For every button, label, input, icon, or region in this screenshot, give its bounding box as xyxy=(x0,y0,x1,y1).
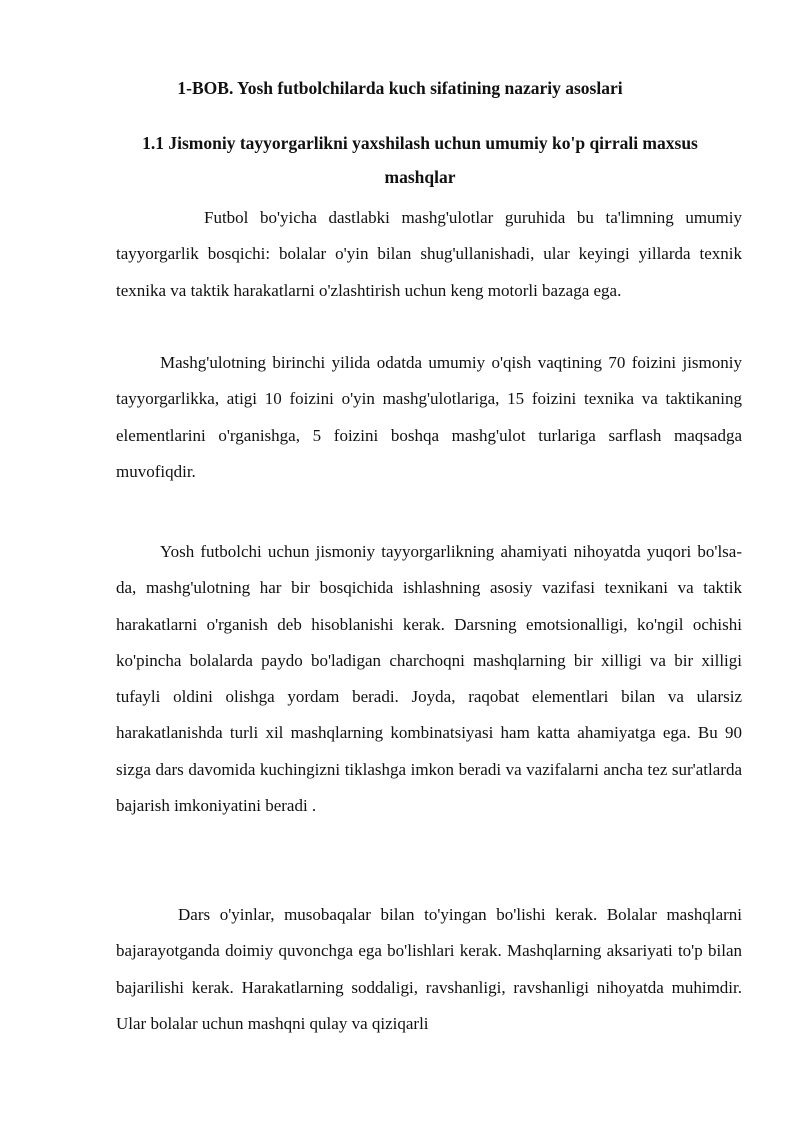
paragraph: Dars o'yinlar, musobaqalar bilan to'yingan bo'lishi kerak. Bolalar mashqlarni bajarayotganda doimiy quvonchga ega bo'lishlari kerak. Mashqlarning aksariyati to'p bilan bajarilishi kerak. Harakatlarning soddaligi, ravshanligi, ravshanligi nihoyatda muhimdir. Ular bolalar uchun mashqni qulay va qiziqarli xyxy=(116,905,742,1033)
paragraph: Yosh futbolchi uchun jismoniy tayyorgarlikning ahamiyati nihoyatda yuqori bo'lsa-da, mashg'ulotning har bir bosqichida ishlashning asosiy vazifasi texnikani va taktik harakatlarni o'rganish deb hisoblanishi kerak. Darsning emotsionalligi, ko'ngil ochishi ko'pincha bolalarda paydo bo'ladigan charchoqni mashqlarning bir xilligi va bir xilligi tufayli oldini olishga yordam beradi. Joyda, raqobat elementlari bilan va ularsiz harakatlanishda turli xil mashqlarning kombinatsiyasi ham katta ahamiyatga ega. Bu 90 sizga dars davomida kuchingizni tiklashga imkon beradi va vazifalarni ancha tez sur'atlarda bajarish imkoniyatini beradi . xyxy=(116,542,742,816)
chapter-title: 1-BOB. Yosh futbolchilarda kuch sifatining nazariy asoslari xyxy=(177,78,623,98)
paragraph: Futbol bo'yicha dastlabki mashg'ulotlar guruhida bu ta'limning umumiy tayyorgarlik bosqichi: bolalar o'yin bilan shug'ullanishadi, ular keyingi yillarda texnik texnika va taktik harakatlarni o'zlashtirish uchun keng motorli bazaga ega. xyxy=(116,208,742,300)
section-title: 1.1 Jismoniy tayyorgarlikni yaxshilash uchun umumiy ko'p qirrali maxsus mashqlar xyxy=(142,133,698,187)
paragraph: Mashg'ulotning birinchi yilida odatda umumiy o'qish vaqtining 70 foizini jismoniy tayyorgarlikka, atigi 10 foizini o'yin mashg'ulotlariga, 15 foizini texnika va taktikaning elementlarini o'rganishga, 5 foizini boshqa mashg'ulot turlariga sarflash maqsadga muvofiqdir. xyxy=(116,353,742,481)
